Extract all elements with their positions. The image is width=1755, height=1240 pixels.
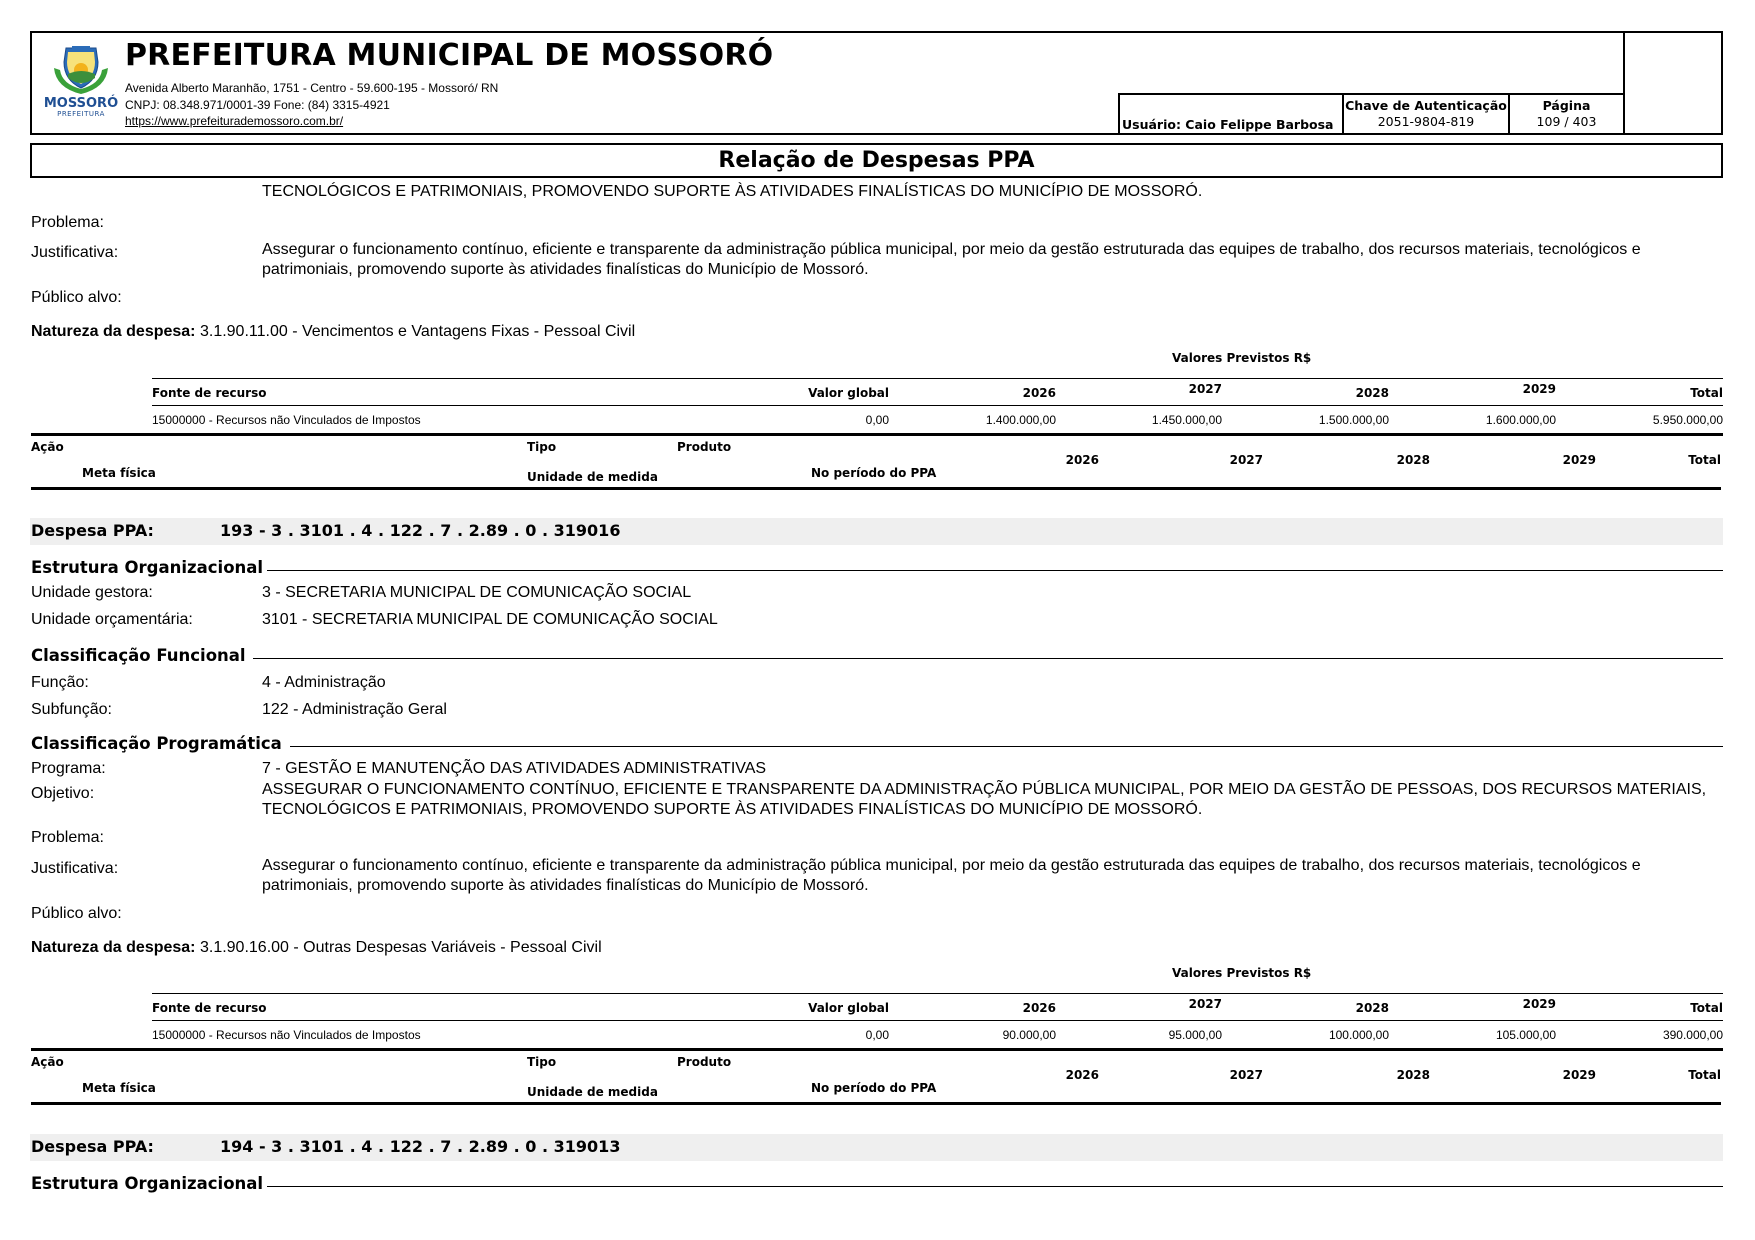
col-tipo: Tipo	[527, 1055, 557, 1069]
objetivo-value: ASSEGURAR O FUNCIONAMENTO CONTÍNUO, EFICIENTE E TRANSPARENTE DA ADMINISTRAÇÃO PÚBLICA MUNICIPAL, POR MEIO DA GESTÃO DE PESSOAS, DOS RECURSOS MATERIAIS, TECNOLÓGICOS E PATRIMONIAIS, PROMOVENDO SUPORTE ÀS ATIVIDADES FINALÍSTICAS DO MUNICÍPIO DE MOSSORÓ.	[262, 781, 1707, 818]
col-fonte-recurso: Fonte de recurso	[152, 1001, 267, 1015]
col-valor-global: Valor global	[808, 1001, 889, 1015]
logo-subtitle: PREFEITURA	[57, 110, 105, 118]
col-year-2026: 2026	[1022, 1001, 1056, 1015]
col-year-2028: 2028	[1355, 386, 1389, 400]
org-address: Avenida Alberto Maranhão, 1751 - Centro - 59.600-195 - Mossoró/ RN	[125, 81, 499, 95]
auth-key-box	[1342, 93, 1510, 135]
meta-col-2029: 2029	[1562, 453, 1596, 467]
despesa-ppa-label: Despesa PPA:	[31, 521, 154, 540]
value-2028: 1.500.000,00	[1318, 413, 1389, 427]
natureza-label: Natureza da despesa:	[31, 323, 196, 340]
page-label: Página	[1542, 98, 1591, 113]
col-no-periodo: No período do PPA	[811, 1081, 937, 1095]
col-year-2029: 2029	[1522, 997, 1556, 1011]
org-website-link[interactable]: https://www.prefeiturademossoro.com.br/	[125, 114, 344, 128]
col-no-periodo: No período do PPA	[811, 466, 937, 480]
user-label: Usuário: Caio Felippe Barbosa	[1122, 117, 1334, 132]
despesa-ppa-label: Despesa PPA:	[31, 1137, 154, 1156]
acao-top-line	[31, 1048, 1723, 1051]
subfuncao-value: 122 - Administração Geral	[262, 701, 447, 718]
value-2029: 1.600.000,00	[1485, 413, 1556, 427]
city-crest-icon	[42, 44, 120, 96]
acao-bottom-line	[31, 1102, 1721, 1105]
meta-col-2029: 2029	[1562, 1068, 1596, 1082]
justificativa-value: Assegurar o funcionamento contínuo, eficiente e transparente da administração pública municipal, por meio da gestão estruturada das equipes de trabalho, dos recursos materiais, tecnológicos e patrimoniais, promovendo suporte às atividades finalísticas do Município de Mossoró.	[262, 241, 1641, 278]
section-classificacao-funcional: Classificação Funcional	[31, 646, 246, 665]
section-estrutura-organizacional: Estrutura Organizacional	[31, 558, 264, 577]
col-unidade-medida: Unidade de medida	[527, 1085, 658, 1099]
col-acao: Ação	[31, 1055, 64, 1069]
col-tipo: Tipo	[527, 440, 557, 454]
page-number: 109 / 403	[1536, 114, 1597, 129]
meta-col-2028: 2028	[1396, 1068, 1430, 1082]
table-header-line	[152, 1020, 1723, 1021]
section-divider	[253, 658, 1723, 659]
publico-alvo-label: Público alvo:	[31, 289, 122, 306]
unidade-gestora-label: Unidade gestora:	[31, 584, 153, 601]
report-title: Relação de Despesas PPA	[30, 143, 1723, 178]
subfuncao-label: Subfunção:	[31, 701, 112, 718]
objetivo-label: Objetivo:	[31, 785, 95, 802]
section-divider	[267, 1186, 1723, 1187]
meta-col-2026: 2026	[1065, 453, 1099, 467]
meta-col-total: Total	[1688, 453, 1721, 467]
value-total: 5.950.000,00	[1652, 413, 1723, 427]
funcao-label: Função:	[31, 674, 89, 691]
natureza-row	[31, 323, 635, 341]
meta-col-2027: 2027	[1229, 453, 1263, 467]
acao-top-line	[31, 433, 1723, 436]
auth-key-value: 2051-9804-819	[1377, 114, 1475, 129]
table-top-line	[152, 993, 1723, 994]
section-divider	[267, 570, 1723, 571]
value-2026: 90.000,00	[1002, 1028, 1056, 1042]
value-2028: 100.000,00	[1328, 1028, 1389, 1042]
natureza-label: Natureza da despesa:	[31, 939, 196, 956]
col-produto: Produto	[677, 1055, 732, 1069]
org-cnpj-phone: CNPJ: 08.348.971/0001-39 Fone: (84) 3315-4921	[125, 98, 390, 112]
table-header-line	[152, 405, 1723, 406]
col-total: Total	[1690, 1001, 1723, 1015]
acao-bottom-line	[31, 487, 1721, 490]
col-year-2027: 2027	[1188, 382, 1222, 396]
fonte-name: 15000000 - Recursos não Vinculados de Impostos	[152, 413, 421, 427]
unidade-orcamentaria-value: 3101 - SECRETARIA MUNICIPAL DE COMUNICAÇÃO SOCIAL	[262, 611, 718, 628]
col-year-2028: 2028	[1355, 1001, 1389, 1015]
user-box	[1118, 93, 1344, 135]
page-box	[1508, 93, 1625, 135]
col-total: Total	[1690, 386, 1723, 400]
org-name: PREFEITURA MUNICIPAL DE MOSSORÓ	[125, 38, 774, 73]
despesa-ppa-code: 194 - 3 . 3101 . 4 . 122 . 7 . 2.89 . 0 . 319013	[220, 1137, 621, 1156]
despesa-ppa-bar	[30, 1134, 1723, 1161]
value-2027: 95.000,00	[1168, 1028, 1222, 1042]
objetivo-continuation: TECNOLÓGICOS E PATRIMONIAIS, PROMOVENDO SUPORTE ÀS ATIVIDADES FINALÍSTICAS DO MUNICÍPIO DE MOSSORÓ.	[262, 183, 1203, 200]
col-unidade-medida: Unidade de medida	[527, 470, 658, 484]
valor-global: 0,00	[865, 413, 889, 427]
justificativa-value: Assegurar o funcionamento contínuo, eficiente e transparente da administração pública municipal, por meio da gestão estruturada das equipes de trabalho, dos recursos materiais, tecnológicos e patrimoniais, promovendo suporte às atividades finalísticas do Município de Mossoró.	[262, 857, 1641, 894]
problema-label: Problema:	[31, 214, 104, 231]
section-classificacao-programatica: Classificação Programática	[31, 734, 282, 753]
valores-previstos-label: Valores Previstos R$	[1172, 351, 1312, 365]
city-logo	[42, 44, 120, 124]
justificativa-label: Justificativa:	[31, 244, 119, 261]
value-2027: 1.450.000,00	[1151, 413, 1222, 427]
unidade-gestora-value: 3 - SECRETARIA MUNICIPAL DE COMUNICAÇÃO SOCIAL	[262, 584, 692, 601]
value-2029: 105.000,00	[1495, 1028, 1556, 1042]
justificativa-label: Justificativa:	[31, 860, 119, 877]
meta-col-total: Total	[1688, 1068, 1721, 1082]
col-produto: Produto	[677, 440, 732, 454]
logo-name: MOSSORÓ	[43, 96, 119, 111]
despesa-ppa-bar	[30, 518, 1723, 545]
value-total: 390.000,00	[1662, 1028, 1723, 1042]
natureza-row	[31, 939, 602, 957]
fonte-name: 15000000 - Recursos não Vinculados de Impostos	[152, 1028, 421, 1042]
col-acao: Ação	[31, 440, 64, 454]
natureza-value: 3.1.90.16.00 - Outras Despesas Variáveis - Pessoal Civil	[199, 939, 602, 956]
meta-col-2028: 2028	[1396, 453, 1430, 467]
col-meta-fisica: Meta física	[82, 1081, 156, 1095]
section-divider	[290, 746, 1723, 747]
unidade-orcamentaria-label: Unidade orçamentária:	[31, 611, 193, 628]
table-top-line	[152, 378, 1723, 379]
programa-label: Programa:	[31, 760, 106, 777]
col-fonte-recurso: Fonte de recurso	[152, 386, 267, 400]
programa-value: 7 - GESTÃO E MANUTENÇÃO DAS ATIVIDADES ADMINISTRATIVAS	[262, 760, 767, 777]
meta-col-2026: 2026	[1065, 1068, 1099, 1082]
col-valor-global: Valor global	[808, 386, 889, 400]
problema-label: Problema:	[31, 829, 104, 846]
meta-col-2027: 2027	[1229, 1068, 1263, 1082]
value-2026: 1.400.000,00	[985, 413, 1056, 427]
valores-previstos-label: Valores Previstos R$	[1172, 966, 1312, 980]
publico-alvo-label: Público alvo:	[31, 905, 122, 922]
section-estrutura-organizacional: Estrutura Organizacional	[31, 1174, 264, 1193]
despesa-ppa-code: 193 - 3 . 3101 . 4 . 122 . 7 . 2.89 . 0 . 319016	[220, 521, 621, 540]
valor-global: 0,00	[865, 1028, 889, 1042]
col-meta-fisica: Meta física	[82, 466, 156, 480]
col-year-2029: 2029	[1522, 382, 1556, 396]
auth-key-label: Chave de Autenticação	[1345, 98, 1507, 113]
col-year-2026: 2026	[1022, 386, 1056, 400]
col-year-2027: 2027	[1188, 997, 1222, 1011]
funcao-value: 4 - Administração	[262, 674, 386, 691]
natureza-value: 3.1.90.11.00 - Vencimentos e Vantagens Fixas - Pessoal Civil	[199, 323, 636, 340]
